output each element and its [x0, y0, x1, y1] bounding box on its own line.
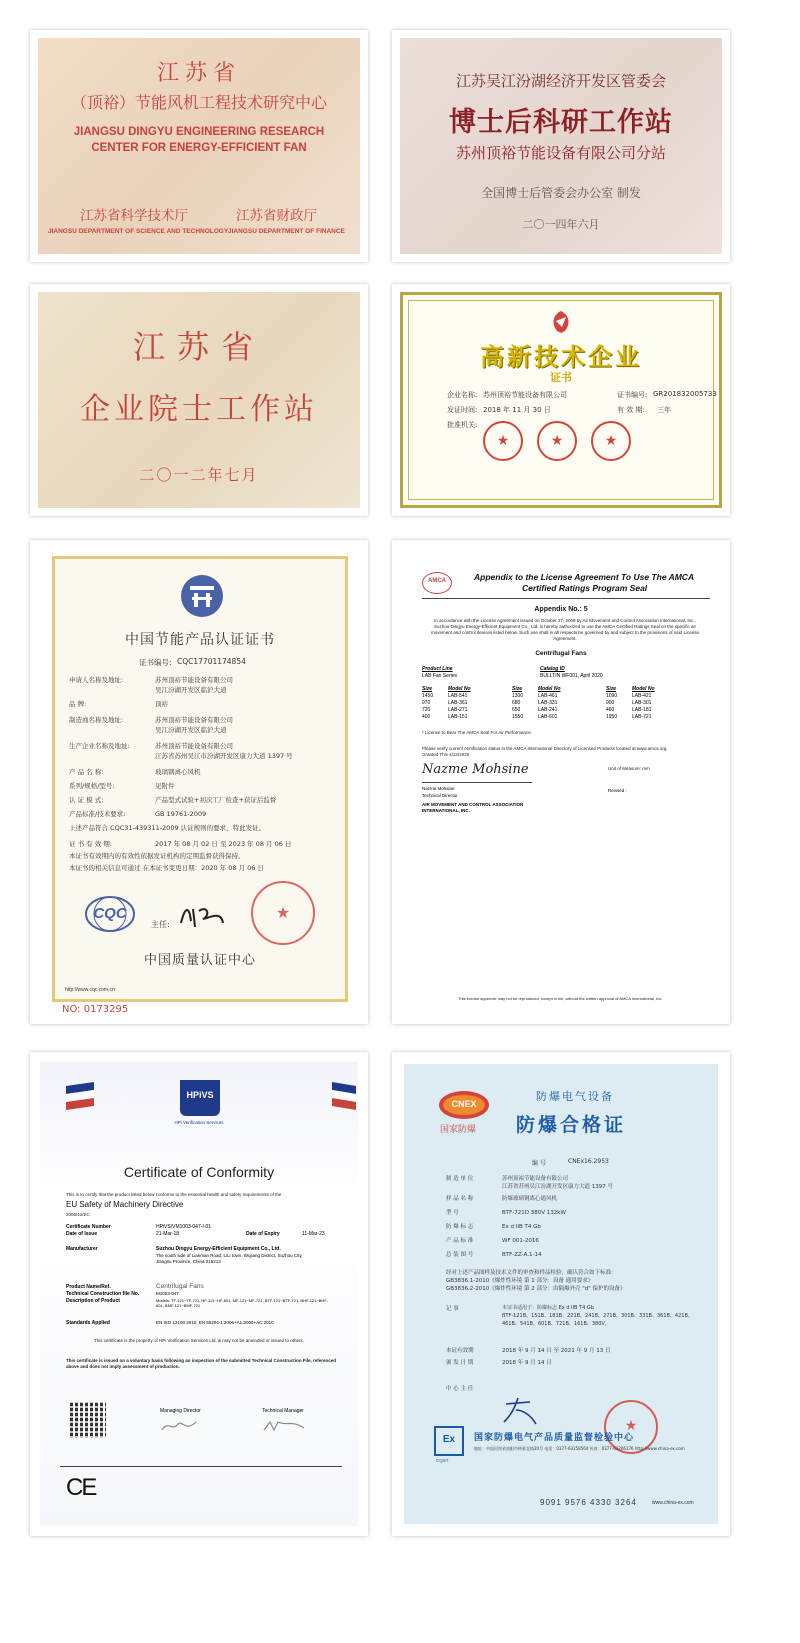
- amca-sign-rule: [422, 782, 532, 783]
- amca-model-cell: LAB-271: [448, 707, 468, 713]
- amca-size-cell: 970: [422, 700, 431, 706]
- cnex-std2: GB3836.2-2010《爆炸性环境 第 2 部分：由隔爆外壳 "d" 保护的设备》: [446, 1286, 626, 1292]
- cqc-serial: NO: 0173295: [62, 1004, 129, 1015]
- amca-col-size: Size: [512, 686, 523, 692]
- amca-assoc-line1: AIR MOVEMENT AND CONTROL ASSOCIATION: [422, 802, 524, 807]
- amca-size-cell: 460: [606, 707, 615, 713]
- hpivs-logo-sub: HPi Verification Services: [174, 1120, 224, 1125]
- amca-model-cell: LAB-151: [448, 714, 468, 720]
- cnex-note2: BTF-121B、151B、181B、221B、241B、271B、301B、331B、361B、421B、: [502, 1313, 693, 1319]
- plaque-academician: [30, 284, 368, 516]
- hightech-company-label: 企业名称:: [447, 391, 478, 399]
- cnex-row: 江苏省苏州吴江汾湖开发区康力大道 1397 号: [502, 1184, 613, 1190]
- cqc-row: 生产企业名称及地址: 苏州顶裕节能设备有限公司: [69, 742, 233, 750]
- hpivs-mfr-name: Suzhou Dingyu Energy-Efficient Equipment Co., Ltd.: [156, 1246, 281, 1252]
- hpivs-md-label: Managing Director: [160, 1408, 201, 1414]
- hpivs-tm-label: Technical Manager: [262, 1408, 304, 1414]
- amca-model-cell: LAB-541: [448, 693, 468, 699]
- amca-model-cell: LAB-461: [538, 693, 558, 699]
- cqc-director-signature: [177, 901, 227, 931]
- cnex-title: 防爆合格证: [516, 1114, 627, 1136]
- hightech-emblem-icon: [547, 309, 575, 335]
- hpivs-product: Centrifugal Fans: [156, 1283, 204, 1290]
- plaque-committee: 江苏吴江汾湖经济开发区管委会: [455, 72, 666, 90]
- hpivs-footer-rule: [60, 1466, 342, 1467]
- cqc-row: 本证书有效期内的有效性依据发证机构的定期监督获得保持。: [69, 852, 245, 860]
- cqc-row: 认 证 模 式: 产品型式试验+初次工厂检查+获证后监督: [69, 796, 277, 804]
- hpivs-product-label: Product Name/Ref.: [66, 1284, 111, 1290]
- cnex-ex-logo-text: Ex: [442, 1434, 456, 1445]
- hpivs-expiry-label: Date of Expiry: [246, 1231, 280, 1237]
- cqc-row: 吴江汾湖开发区临沪大道: [155, 686, 227, 694]
- plaque-postdoc: [392, 30, 730, 262]
- hightech-subtitle: 证书: [550, 371, 572, 384]
- plaque-issuer1-en: JIANGSU DEPARTMENT OF SCIENCE AND TECHNOLOGY: [48, 228, 229, 235]
- hpivs-cert-no-label: Certificate Number: [66, 1224, 111, 1230]
- cnex-category: 防爆电气设备: [536, 1090, 614, 1103]
- plaque-research-center: [30, 30, 368, 262]
- amca-footnote: * License to Bear The AMCA Seal For Air Performance.: [422, 730, 532, 735]
- amca-model-cell: LAB-601: [538, 714, 558, 720]
- hightech-stamp-1: ★: [483, 421, 523, 461]
- plaque-issuer1: 江苏省科学技术厅: [80, 208, 188, 224]
- cqc-row: 产品标准/技术要求: GB 19761-2009: [69, 810, 207, 818]
- plaque-branch: 苏州顶裕节能设备有限公司分站: [455, 144, 666, 162]
- amca-size-cell: 680: [512, 700, 521, 706]
- cnex-issued-label: 颁 发 日 期: [446, 1360, 474, 1366]
- hightech-valid-label: 有 效 期:: [617, 406, 645, 414]
- hpivs-std: EN ISO 12100:2010, EN 60204-1:2006+A1:2009+AC:2010: [156, 1320, 274, 1325]
- amca-size-cell: 650: [512, 707, 521, 713]
- cnex-serial: 9091 9576 4330 3264: [540, 1498, 637, 1507]
- cnex-basis: 经对上述产品图样及技术文件的审查和样品检验，确认符合如下标准:: [446, 1270, 613, 1276]
- hightech-org-label: 批准机关:: [447, 421, 478, 429]
- plaque-research-center-panel: [38, 38, 360, 254]
- hpivs-flag-right-icon: [332, 1082, 356, 1110]
- hpivs-tm-signature: [262, 1418, 306, 1434]
- hpivs-expiry: 11-Mar-23: [302, 1231, 325, 1237]
- hpivs-cert-no: HPiVS/VM1003-047-I-01: [156, 1224, 212, 1230]
- hightech-issue-label: 发证时间:: [447, 406, 478, 414]
- amca-catalog-label: Catalog ID: [540, 666, 565, 672]
- amca-logo-text: AMCA: [428, 578, 446, 584]
- hpivs-property: This certificate is the property of HPi Verification Services Ltd. & may not be amended or issued to others.: [93, 1338, 305, 1343]
- amca-model-cell: LAB-241: [538, 707, 558, 713]
- cert-amca: [392, 540, 730, 1024]
- amca-size-cell: 1450: [422, 693, 434, 699]
- amca-model-cell: LAB-331: [538, 700, 558, 706]
- cnex-row: 总 装 图 号 BTF-ZZ-A.1-14: [446, 1252, 542, 1258]
- cnex-row: 样 品 名 称 防爆玻璃钢离心通风机: [446, 1196, 558, 1202]
- amca-product-line-label: Product Line: [422, 666, 453, 672]
- hightech-cert-no-label: 证书编号:: [617, 391, 648, 399]
- amca-title-line1: Appendix to the License Agreement To Use The AMCA: [474, 572, 695, 582]
- amca-unit-label: Unit of Measure: mm: [608, 766, 650, 771]
- amca-model-cell: LAB-301: [632, 700, 652, 706]
- cert-amca-panel: [402, 550, 720, 1014]
- plaque-province: 江苏省: [132, 328, 265, 366]
- cnex-center: 国家防爆电气产品质量监督检验中心: [474, 1433, 635, 1443]
- cqc-cert-no-label: 证书编号:: [139, 658, 172, 667]
- cqc-row: 吴江汾湖开发区临沪大道: [155, 726, 227, 734]
- cert-hightech-panel: [400, 292, 722, 508]
- amca-appendix: Appendix No.: 5: [534, 606, 588, 613]
- cert-cqc-panel: [52, 556, 348, 1002]
- hpivs-qr-code: [70, 1402, 106, 1438]
- plaque-title: 企业院士工作站: [80, 392, 318, 427]
- amca-disclaimer: This license appendix may not be reproduced, except in full, without the written approval of AMCA International, Inc.: [458, 996, 663, 1001]
- amca-granted: Granted This 4/13/2020: [422, 752, 470, 757]
- cqc-emblem-icon: [179, 573, 225, 619]
- amca-size-cell: 900: [606, 700, 615, 706]
- cnex-director-label: 中 心 主 任: [446, 1386, 474, 1392]
- plaque-issuer: 全国博士后管委会办公室 制发: [481, 186, 641, 200]
- hpivs-directive-no: 2006/42/EC: [66, 1212, 90, 1217]
- plaque-en-line1: JIANGSU DINGYU ENGINEERING RESEARCH: [73, 126, 325, 138]
- amca-section: Centrifugal Fans: [535, 650, 587, 657]
- cqc-row: 申请人名称及地址: 苏州顶裕节能设备有限公司: [69, 676, 233, 684]
- cnex-note1: 本证书适用于：防爆标志 Ex d IIB T4 Gb: [502, 1305, 594, 1311]
- hpivs-directive: EU Safety of Machinery Directive: [66, 1200, 184, 1209]
- cnex-logo-sub: 国家防爆: [440, 1125, 477, 1135]
- cqc-director-label: 主任:: [151, 920, 170, 929]
- amca-catalog: BULLTIN WF001, April 2020: [540, 673, 603, 679]
- cnex-period-label: 本证有效期: [446, 1348, 474, 1354]
- cert-cnex-panel: [404, 1064, 718, 1524]
- cqc-issuer: 中国质量认证中心: [143, 953, 256, 968]
- cnex-ex-sub: CQST: [436, 1458, 449, 1463]
- amca-size-cell: 1550: [512, 714, 524, 720]
- cnex-number-label: 编 号: [532, 1160, 546, 1167]
- cert-cqc: [30, 540, 368, 1024]
- cnex-stamp: ★: [604, 1400, 658, 1454]
- plaque-province: 江苏省: [156, 61, 241, 86]
- cnex-address: 地址：中国河南省南阳市仲景北路20号 电话：0377-63258564 传真：0377-63206176 http://www.china-ex.com: [474, 1446, 685, 1451]
- hpivs-voluntary: This certificate is issued on a voluntary basis following an inspection of the submitted Technical Construction File, referenced above and does not imply assessment of production.: [66, 1358, 336, 1369]
- plaque-postdoc-panel: [400, 38, 722, 254]
- hightech-stamp-2: ★: [537, 421, 577, 461]
- amca-size-cell: 400: [422, 714, 431, 720]
- hpivs-std-label: Standards Applied: [66, 1320, 110, 1326]
- amca-signer-title: Technical Director: [422, 793, 458, 798]
- amca-signature: Nazme Mohsine: [422, 762, 529, 777]
- amca-col-size: Size: [606, 686, 617, 692]
- hightech-valid: 三年: [657, 406, 671, 414]
- hpivs-tcf: M1003-047: [156, 1291, 179, 1296]
- cnex-number: CNEx16.2953: [568, 1158, 609, 1165]
- amca-assoc-line2: INTERNATIONAL, INC.: [422, 808, 470, 813]
- cqc-row: 本证书的相关信息可通过 在本证书变更日期：2020 年 08 月 06 日: [69, 864, 264, 872]
- hightech-company: 苏州顶裕节能设备有限公司: [483, 391, 567, 399]
- hpivs-md-signature: [160, 1418, 200, 1434]
- amca-size-cell: 1300: [512, 693, 524, 699]
- amca-signer: Nazme Mohsine: [422, 786, 455, 791]
- cnex-ex-logo: [434, 1426, 464, 1456]
- hightech-stamp-3: ★: [591, 421, 631, 461]
- cert-hpivs-panel: [40, 1062, 358, 1526]
- amca-col-size: Size: [422, 686, 433, 692]
- plaque-academician-panel: [38, 292, 360, 508]
- cnex-issued: 2018 年 9 月 14 日: [502, 1360, 552, 1366]
- cqc-row: 上述产品符合 CQC31-439311-2009 认证规则的要求，特此发证。: [69, 824, 266, 832]
- cnex-note-label: 记 事: [446, 1306, 459, 1312]
- hpivs-mfr-addr1: The south side of Lianman Road, LiLi town, Wujiang District, Suzhou City,: [156, 1253, 303, 1258]
- amca-col-model: Model No: [632, 686, 655, 692]
- cqc-row: 产 品 名 称: 玻璃钢离心风机: [69, 768, 201, 776]
- cqc-stamp: ★: [251, 881, 315, 945]
- cqc-website: http://www.cqc.com.cn: [65, 987, 115, 993]
- cnex-note3: 461B、541B、601B、721B、161B、380V。: [502, 1321, 610, 1327]
- amca-model-cell: LAB-721: [632, 714, 652, 720]
- cqc-cert-no: CQC17701174854: [177, 657, 246, 666]
- hpivs-tcf-label: Technical Construction file No.: [66, 1291, 140, 1297]
- amca-intro: In accordance with the License Agreement issued on October 27, 2009 by Air Movement and Control Association International, Inc., Suzhou Dingyu Energy-Efficient Equipment Co., Ltd. is hereby authorized to use the AMCA Certified Ratings Seal on the specific air movement and control devices listed below. Such use shall in all respects be governed by and subject to the provisions of said License Agreement.: [431, 618, 699, 641]
- hpivs-logo-text: HPiVS: [186, 1090, 214, 1100]
- amca-col-model: Model No: [448, 686, 471, 692]
- cqc-row: 制造商名称及地址: 苏州顶裕节能设备有限公司: [69, 716, 233, 724]
- cnex-logo: [438, 1090, 490, 1120]
- hpivs-flag-left-icon: [66, 1082, 94, 1110]
- hpivs-ce-mark: CE: [66, 1474, 96, 1501]
- amca-col-model: Model No: [538, 686, 561, 692]
- cnex-row: 产 品 标 准 WF 001-2016: [446, 1238, 539, 1244]
- hpivs-logo: [180, 1080, 220, 1116]
- hightech-issue-date: 2018 年 11 月 30 日: [483, 406, 551, 414]
- amca-header-rule: [422, 598, 710, 599]
- hpivs-mfr-addr2: Jiangsu Province, China 215213: [156, 1259, 221, 1264]
- cnex-period: 2018 年 9 月 14 日 至 2021 年 9 月 13 日: [502, 1348, 611, 1354]
- cnex-row: 型 号 BTF-721D 380V 132kW: [446, 1210, 566, 1216]
- hpivs-issue-label: Date of Issue: [66, 1231, 98, 1237]
- hpivs-issue: 21-Mar-18: [156, 1231, 180, 1237]
- plaque-issuer2-en: JIANGSU DEPARTMENT OF FINANCE: [228, 228, 345, 235]
- hightech-cert-no: GR201832005733: [653, 390, 717, 398]
- amca-model-cell: LAB-361: [448, 700, 468, 706]
- cqc-row: 证 书 有 效 期: 2017 年 08 月 02 日 至 2023 年 08 月 06 日: [69, 840, 292, 848]
- hpivs-desc-label: Description of Product: [66, 1298, 120, 1304]
- hpivs-desc: Models: TF-121~TF-721, HF-121~HF-601, MF-121~MF-721, BTF-121~BTF-721, BHF-121~BHF-601, BMF-121~BMF-721: [156, 1298, 329, 1308]
- amca-revised-label: Revised :: [608, 788, 627, 793]
- amca-model-cell: LAB-181: [632, 707, 652, 713]
- hpivs-intro: This is to certify that the product listed below conforms to the essential health and safety requirements of the: [66, 1192, 282, 1197]
- plaque-date: 二〇一四年六月: [522, 218, 600, 231]
- plaque-issuer2: 江苏省财政厅: [236, 208, 317, 224]
- plaque-title: 博士后科研工作站: [449, 107, 673, 138]
- plaque-center-name: （顶裕）节能风机工程技术研究中心: [70, 93, 327, 112]
- plaque-date: 二〇一二年七月: [139, 466, 259, 484]
- hpivs-title: Certificate of Conformity: [123, 1164, 275, 1180]
- amca-size-cell: 1090: [606, 693, 618, 699]
- cqc-row: 品 牌: 顶裕: [69, 700, 168, 708]
- cert-hpivs: [30, 1052, 368, 1536]
- amca-size-cell: 720: [422, 707, 431, 713]
- hpivs-mfr-label: Manufacturer: [66, 1246, 98, 1252]
- cqc-title: 中国节能产品认证证书: [125, 632, 275, 648]
- amca-model-cell: LAB-421: [632, 693, 652, 699]
- cert-hightech: [392, 284, 730, 516]
- amca-title-line2: Certified Ratings Program Seal: [522, 583, 648, 593]
- cqc-logo-text: CQC: [93, 905, 127, 922]
- cqc-row: 系列/规格/型号: 见附件: [69, 782, 175, 790]
- amca-product-line: LAB Fan Series: [422, 673, 458, 679]
- plaque-en-line2: CENTER FOR ENERGY-EFFICIENT FAN: [91, 142, 307, 154]
- hightech-title: 高新技术企业: [480, 343, 642, 371]
- amca-size-cell: 1950: [606, 714, 618, 720]
- cqc-logo: [85, 895, 135, 933]
- cnex-website: www.china-ex.com: [652, 1500, 694, 1506]
- cert-cnex: [392, 1052, 730, 1536]
- cnex-row: 防 爆 标 志 Ex d IIB T4 Gb: [446, 1224, 541, 1230]
- cnex-logo-text: CNEX: [451, 1099, 477, 1109]
- cnex-director-signature: [500, 1396, 540, 1426]
- cqc-row: 江苏省苏州吴江市汾湖开发区康力大道 1397 号: [155, 752, 293, 760]
- cnex-std1: GB3836.1-2010《爆炸性环境 第 1 部分：设备 通用要求》: [446, 1278, 594, 1284]
- amca-verify: Please verify current certification status in the AMCA International Directory of Licensed Products located at www.amca.org.: [422, 746, 668, 751]
- amca-logo: [422, 572, 452, 594]
- cnex-row: 制 造 单 位 苏州顶裕节能设备有限公司: [446, 1176, 569, 1182]
